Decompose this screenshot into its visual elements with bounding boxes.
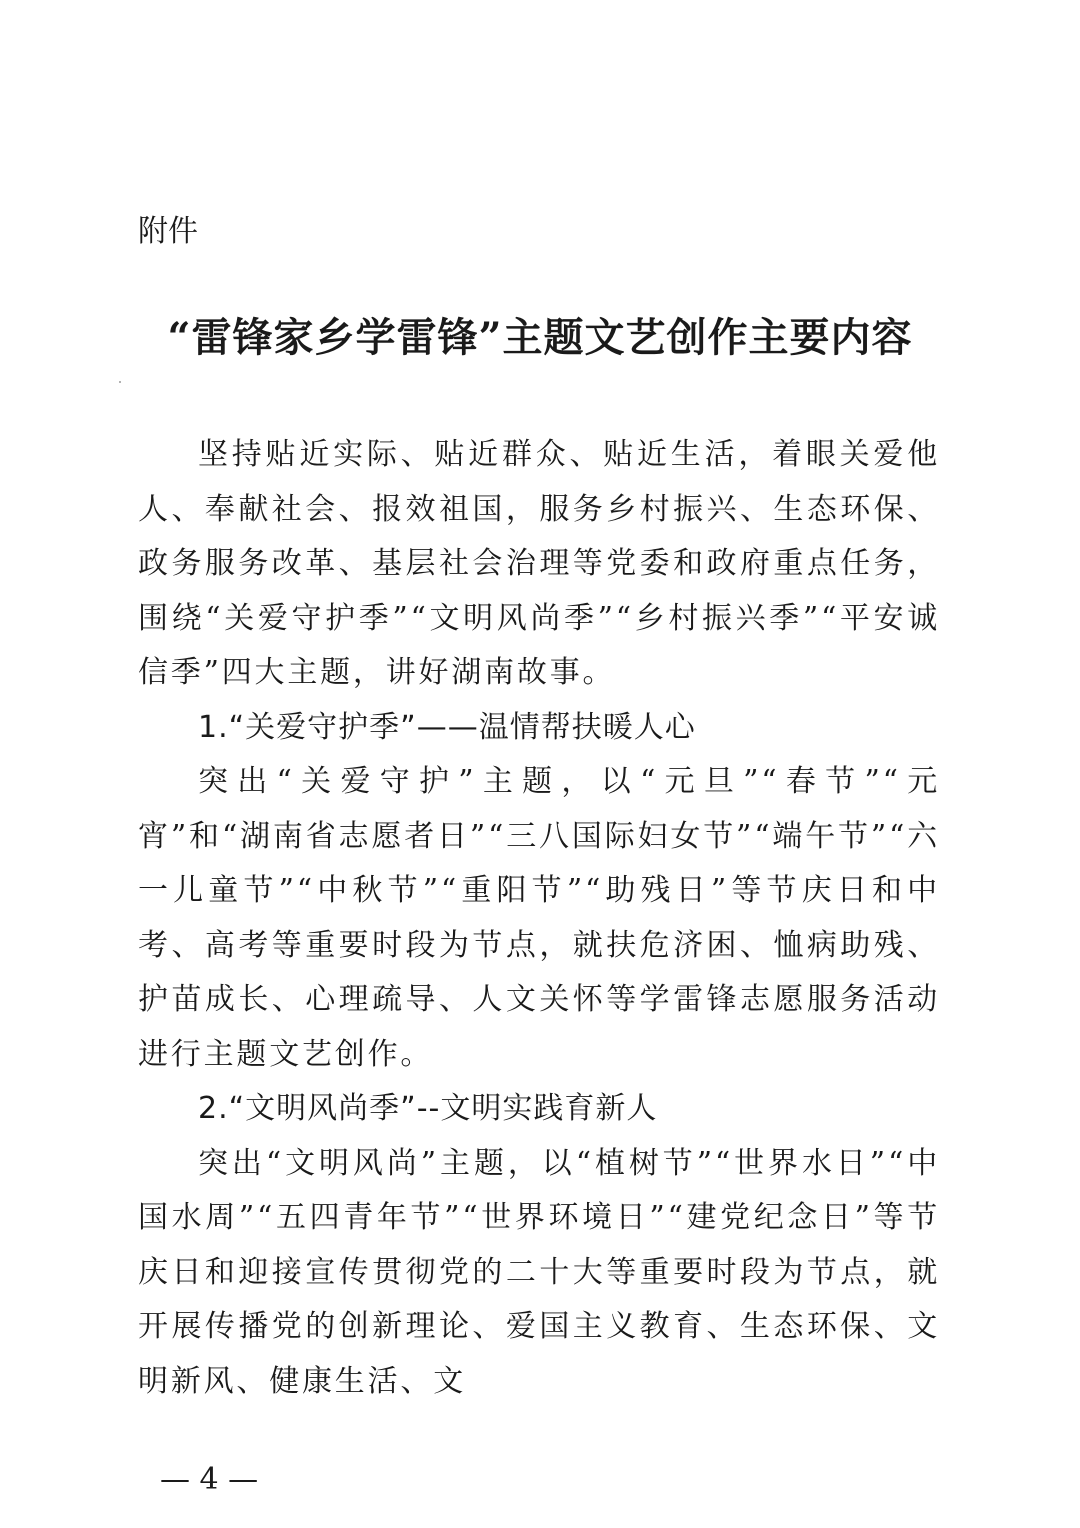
scan-speck <box>119 381 121 383</box>
page-number: — 4 — <box>160 1462 259 1497</box>
section-heading-1: 1.“关爱守护季”——温情帮扶暖人心 <box>198 709 696 745</box>
section-heading-2: 2.“文明风尚季”--文明实践育新人 <box>198 1091 658 1126</box>
section-paragraph-2: 突出“文明风尚”主题，以“植树节”“世界水日”“中国水周”“五四青年节”“世界环境日”“建党纪念日”等节庆日和迎接宣传贯彻党的二十大等重要时段为节点，就开展传播党的创新理论、爱国主义教育、生态环保、文明新风、健康生活、文 <box>138 1145 940 1399</box>
intro-paragraph: 坚持贴近实际、贴近群众、贴近生活，着眼关爱他人、奉献社会、报效祖国，服务乡村振兴、生态环保、政务服务改革、基层社会治理等党委和政府重点任务，围绕“关爱守护季”“文明风尚季”“乡村振兴季”“平安诚信季”四大主题，讲好湖南故事。 <box>138 437 940 690</box>
document-title: “雷锋家乡学雷锋”主题文艺创作主要内容 <box>167 314 913 361</box>
attachment-label: 附件 <box>138 214 198 249</box>
section-paragraph-1: 突出“关爱守护”主题，以“元旦”“春节”“元宵”和“湖南省志愿者日”“三八国际妇女节”“端午节”“六一儿童节”“中秋节”“重阳节”“助残日”等节庆日和中考、高考等重要时段为节点，就扶危济困、恤病助残、护苗成长、心理疏导、人文关怀等学雷锋志愿服务活动进行主题文艺创作。 <box>138 764 940 1072</box>
document-body <box>138 428 940 1409</box>
